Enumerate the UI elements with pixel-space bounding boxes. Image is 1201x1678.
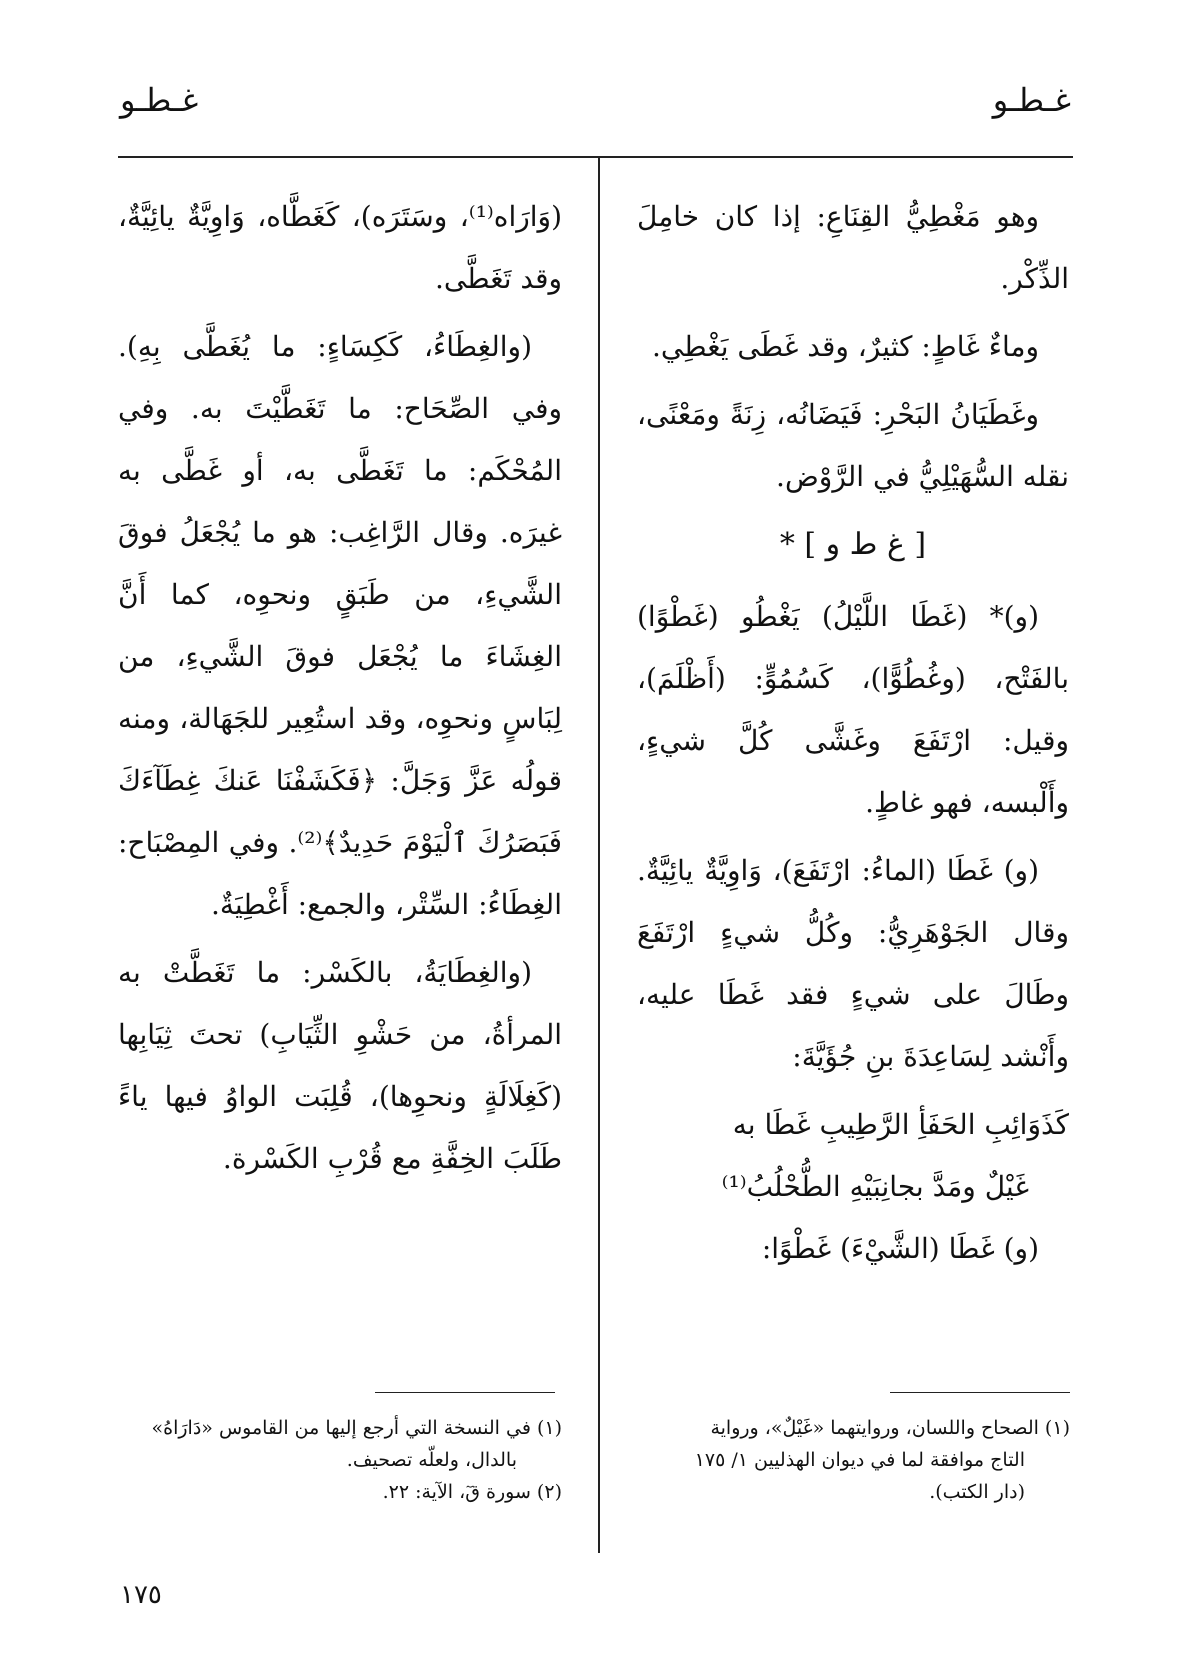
footnote-line: بالدال، ولعلّه تصحيف.: [346, 1449, 517, 1471]
entry-paragraph: (والغِطَايَةُ، بالكَسْر: ما تَغَطَّتْ به المرأةُ، من حَشْوِ الثِّيَابِ) تحتَ ثِيَابِها (كَغِلَالَةٍ ونحوِها)، قُلِبَت الواوُ فيها ياءً طَلَبَ الخِفَّةِ مع قُرْبِ الكَسْرة.: [118, 956, 562, 1175]
footnote-line: (٢) سورة قٓ، الآية: ٢٢.: [382, 1481, 562, 1503]
footnotes-left: [118, 1412, 562, 1508]
header-rule: [118, 156, 1073, 158]
entry-paragraph: وماءٌ غَاطٍ: كثيرٌ، وقد غَطَى يَغْطِي.: [652, 330, 1039, 363]
entry-paragraph: وغَطَيَانُ البَحْرِ: فَيَضَانُه، زِنَةً ومَعْنًى، نقله السُّهَيْلِيُّ في الرَّوْض.: [637, 398, 1069, 493]
footnote-rule: [375, 1392, 555, 1393]
entry-paragraph: (و)* (غَطَا اللَّيْلُ) يَغْطُو (غَطْوًا) بالفَتْح، (وغُطُوًّا)، كَسُمُوٍّ: (أَظْلَمَ)، وقيل: ارْتَفَعَ وغَشَّى كُلَّ شيءٍ، وأَلْبسه، فهو غاطٍ.: [637, 600, 1069, 819]
running-header-left: غـطـو: [120, 81, 199, 119]
poetry-verse-first-hemistich: كَذَوَائِبِ الحَفَأِ الرَّطِيبِ غَطَا به: [732, 1108, 1069, 1141]
entry-paragraph: وهو مَغْطِيُّ القِنَاعِ: إذا كان خامِلَ الذِّكْر.: [637, 200, 1069, 295]
footnotes-right: [630, 1412, 1070, 1508]
footnote-line: (دار الكتب).: [929, 1481, 1025, 1503]
page-number: ١٧٥: [120, 1580, 162, 1610]
left-column: [118, 186, 562, 1196]
entry-paragraph: (و) غَطَا (الماءُ: ارْتَفَعَ)، وَاوِيَّةٌ يائِيَّةٌ. وقال الجَوْهَرِيُّ: وكُلُّ شيءٍ ارْتَفَعَ وطَالَ على شيءٍ فقد غَطَا عليه، وأَنْشد لِسَاعِدَةَ بنِ جُؤَيَّةَ:: [637, 854, 1069, 1073]
footnote-line: (١) في النسخة التي أرجع إليها من القاموس «دَارَاهُ»: [151, 1417, 562, 1439]
footnote-rule: [890, 1392, 1070, 1393]
poetry-verse-second-hemistich: غَيْلٌ ومَدَّ بجانِبَيْهِ الطُّحْلُبُ⁽¹⁾: [721, 1170, 1029, 1203]
footnote-line: (١) الصحاح واللسان، وروايتهما «غَيْلٌ»، ورواية: [710, 1417, 1070, 1439]
entry-paragraph: (و) غَطَا (الشَّيْءَ) غَطْوًا:: [761, 1232, 1039, 1265]
root-heading: [ غ ط و ] *: [779, 527, 927, 562]
right-column: [637, 186, 1069, 1286]
column-divider: [598, 158, 600, 1553]
entry-paragraph: (وَارَاه⁽¹⁾، وسَتَرَه)، كَغَطَّاه، وَاوِيَّةٌ يائِيَّةٌ، وقد تَغَطَّى.: [118, 200, 562, 295]
running-header-right: غـطـو: [992, 81, 1071, 119]
footnote-line: التاج موافقة لما في ديوان الهذليين ١/ ١٧٥: [694, 1449, 1025, 1471]
entry-paragraph: (والغِطَاءُ، كَكِسَاءٍ: ما يُغَطَّى بِهِ). وفي الصِّحَاح: ما تَغَطَّيْتَ به. وفي المُحْكَم: ما تَغَطَّى به، أو غَطَّى به غيرَه. وقال الرَّاغِب: هو ما يُجْعَلُ فوقَ الشَّيءِ، من طَبَقٍ ونحوِه، كما أَنَّ الغِشَاءَ ما يُجْعَل فوقَ الشَّيءِ، من لِبَاسٍ ونحوِه، وقد استُعِير للجَهَالة، ومنه قولُه عَزَّ وَجَلَّ: ﴿فَكَشَفْنَا عَنكَ غِطَآءَكَ فَبَصَرُكَ ٱلْيَوْمَ حَدِيدٌ﴾⁽²⁾. وفي المِصْبَاح: الغِطَاءُ: السِّتْر، والجمع: أَغْطِيَةٌ.: [118, 330, 562, 921]
